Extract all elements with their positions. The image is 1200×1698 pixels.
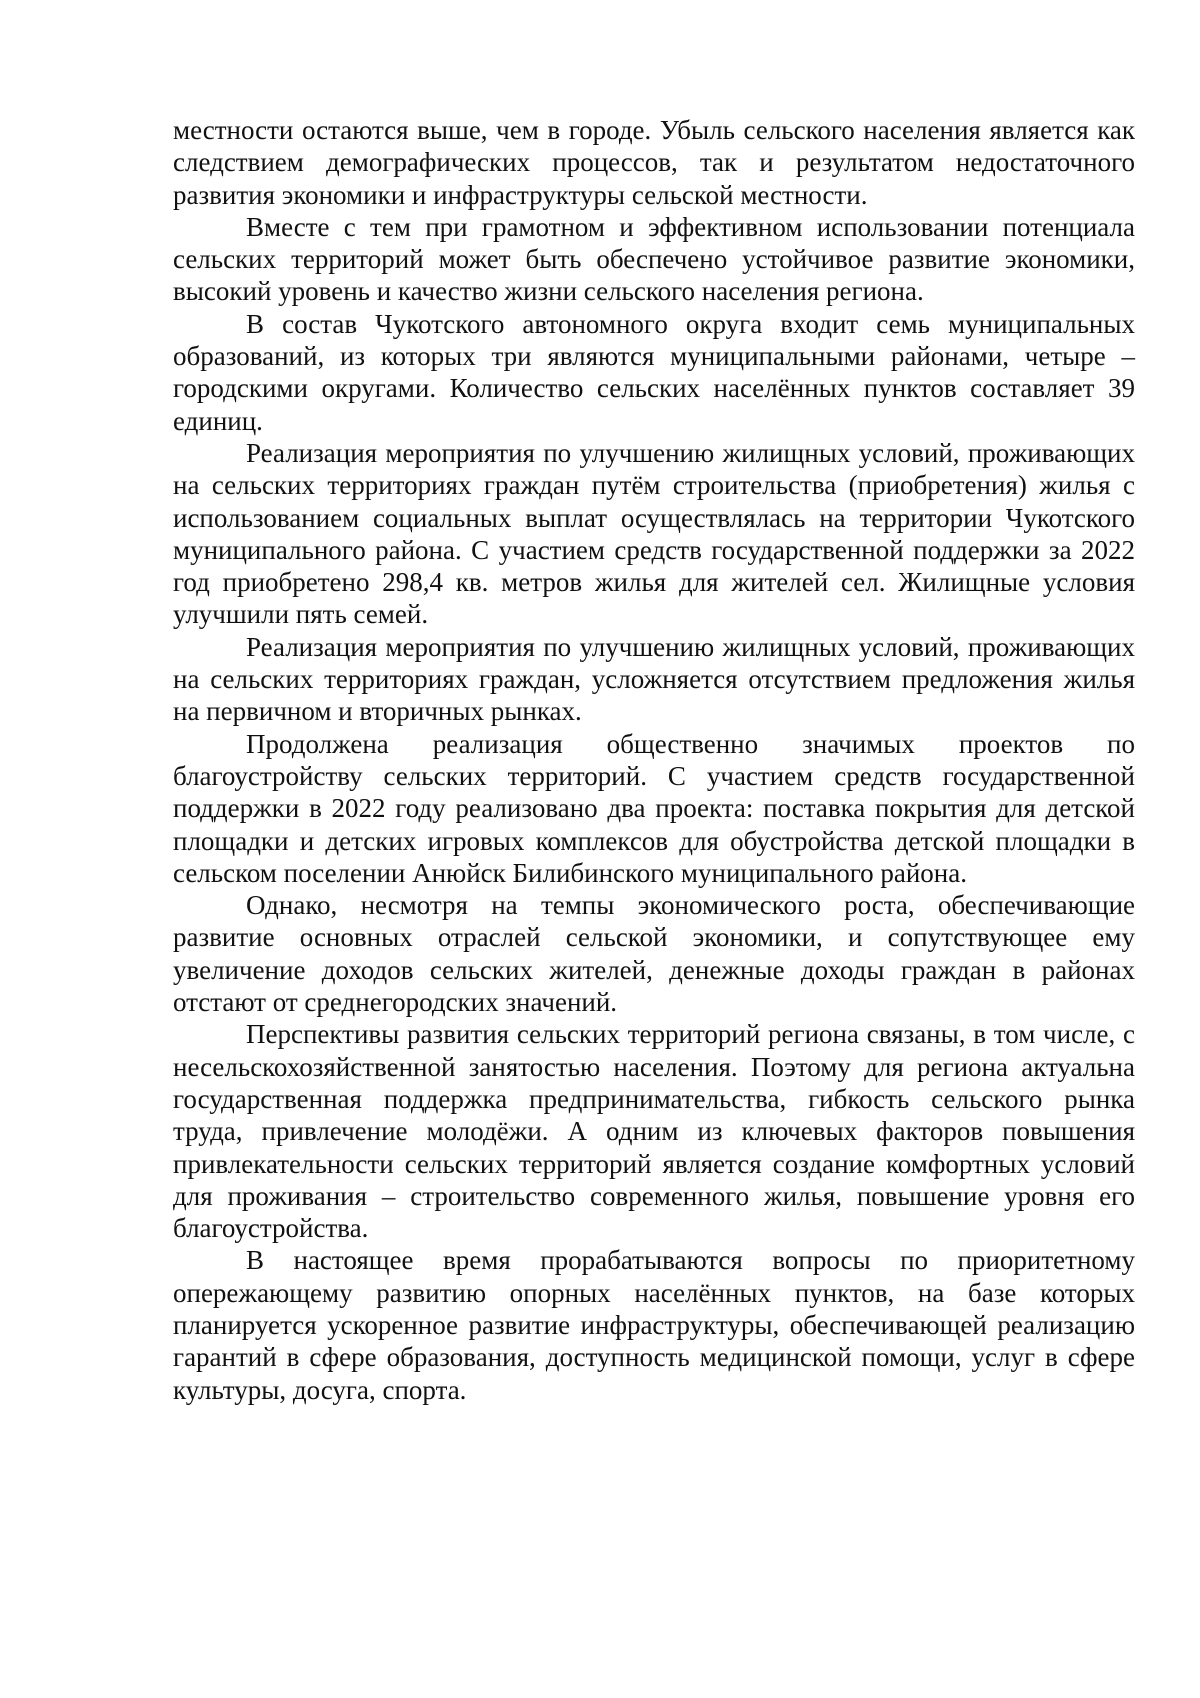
paragraph-development-prospects: Перспективы развития сельских территорий региона связаны, в том числе, с несельскохозяйственной занятостью населения. Поэтому для региона актуальна государственная поддержка предпринимательства, гибкость сельского рынка труда, привлечение молодёжи. А одним из ключевых факторов повышения привлекательности сельских территорий является создание комфортных условий для проживания – строительство современного жилья, повышение уровня его благоустройства. — [173, 1019, 1135, 1244]
paragraph-housing-difficulties: Реализация мероприятия по улучшению жилищных условий, проживающих на сельских территориях граждан, усложняется отсутствием предложения жилья на первичном и вторичных рынках. — [173, 631, 1135, 727]
paragraph-improvement-projects: Продолжена реализация общественно значимых проектов по благоустройству сельских территорий. С участием средств государственной поддержки в 2022 году реализовано два проекта: поставка покрытия для детской площадки и детских игровых комплексов для обустройства детской площадки в сельском поселении Анюйск Билибинского муниципального района. — [173, 728, 1135, 888]
paragraph-potential: Вместе с тем при грамотном и эффективном использовании потенциала сельских территорий может быть обеспечено устойчивое развитие экономики, высокий уровень и качество жизни сельского населения региона. — [173, 211, 1135, 307]
paragraph-continuation: местности остаются выше, чем в городе. Убыль сельского населения является как следствием демографических процессов, так и результатом недостаточного развития экономики и инфраструктуры сельской местности. — [173, 115, 1135, 210]
paragraph-housing-program: Реализация мероприятия по улучшению жилищных условий, проживающих на сельских территориях граждан путём строительства (приобретения) жилья с использованием социальных выплат осуществлялась на территории Чукотского муниципального района. С участием средств государственной поддержки за 2022 год приобретено 298,4 кв. метров жилья для жителей сел. Жилищные условия улучшили пять семей. — [173, 437, 1135, 630]
paragraph-priority-settlements: В настоящее время прорабатываются вопросы по приоритетному опережающему развитию опорных населённых пунктов, на базе которых планируется ускоренное развитие инфраструктуры, обеспечивающей реализацию гарантий в сфере образования, доступность медицинской помощи, услуг в сфере культуры, досуга, спорта. — [173, 1245, 1135, 1405]
paragraph-municipalities: В состав Чукотского автономного округа входит семь муниципальных образований, из которых три являются муниципальными районами, четыре – городскими округами. Количество сельских населённых пунктов составляет 39 единиц. — [173, 308, 1135, 436]
paragraph-income-gap: Однако, несмотря на темпы экономического роста, обеспечивающие развитие основных отраслей сельской экономики, и сопутствующее ему увеличение доходов сельских жителей, денежные доходы граждан в районах отстают от среднегородских значений. — [173, 890, 1135, 1018]
document-body — [173, 114, 1135, 1406]
